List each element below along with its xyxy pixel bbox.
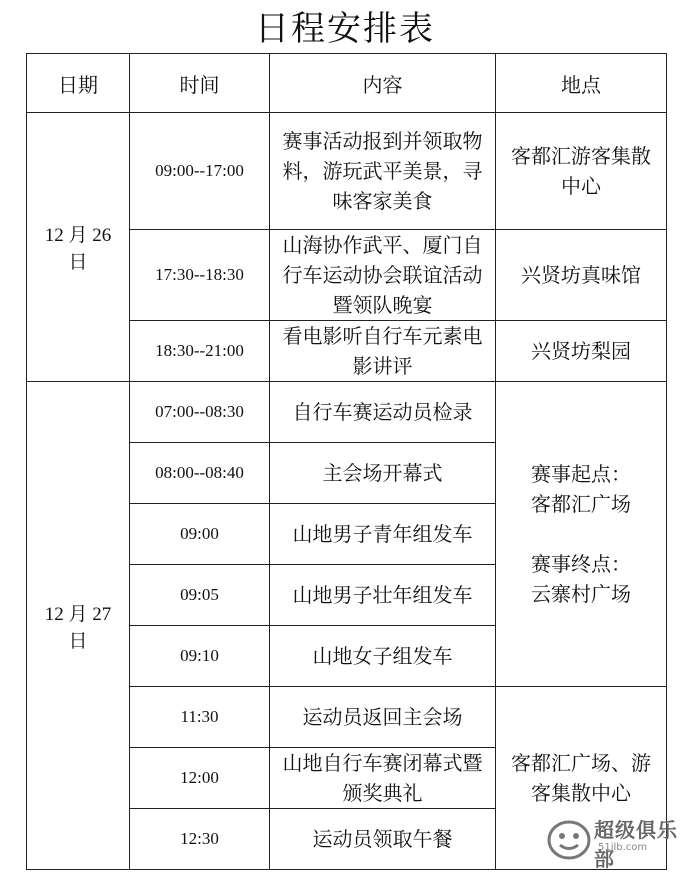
content-cell: 山海协作武平、厦门自行车运动协会联谊活动暨领队晚宴: [270, 230, 496, 321]
content-cell: 山地男子壮年组发车: [270, 565, 496, 626]
page-title: 日程安排表: [255, 9, 435, 49]
time-cell: 08:00--08:40: [130, 443, 270, 504]
place-cell: 兴贤坊真味馆: [496, 230, 667, 321]
content-cell: 运动员返回主会场: [270, 687, 496, 748]
time-cell: 09:10: [130, 626, 270, 687]
content-cell: 看电影听自行车元素电影讲评: [270, 321, 496, 382]
header-row: [27, 54, 667, 113]
place-cell: 兴贤坊梨园: [496, 321, 667, 382]
content-cell: 运动员领取午餐: [270, 809, 496, 870]
content-cell: 山地自行车赛闭幕式暨颁奖典礼: [270, 748, 496, 809]
spacer: [504, 519, 658, 549]
content-cell: 山地女子组发车: [270, 626, 496, 687]
place-cell: 客都汇广场、游客集散中心: [496, 687, 667, 870]
time-cell: 11:30: [130, 687, 270, 748]
content-cell: 赛事活动报到并领取物料，游玩武平美景，寻味客家美食: [270, 113, 496, 230]
table-row: [27, 113, 667, 230]
content-cell: 山地男子青年组发车: [270, 504, 496, 565]
watermark-text: 超级俱乐部: [594, 818, 678, 871]
time-cell: 07:00--08:30: [130, 382, 270, 443]
table-row: [27, 382, 667, 443]
place-cell: 客都汇游客集散中心: [496, 113, 667, 230]
content-cell: 主会场开幕式: [270, 443, 496, 504]
end-value: 云寨村广场: [531, 582, 631, 606]
header-time: 时间: [130, 54, 270, 113]
date-cell: 12 月 26 日: [27, 113, 130, 382]
watermark: [546, 806, 686, 876]
content-cell: 自行车赛运动员检录: [270, 382, 496, 443]
place-cell: [496, 382, 667, 687]
time-cell: 12:00: [130, 748, 270, 809]
header-content: 内容: [270, 54, 496, 113]
schedule-table: [26, 53, 667, 870]
start-value: 客都汇广场: [531, 492, 631, 516]
header-date: 日期: [27, 54, 130, 113]
time-cell: 09:00--17:00: [130, 113, 270, 230]
end-label: 赛事终点：: [531, 552, 631, 576]
smiley-logo-icon: [546, 816, 592, 862]
time-cell: 09:00: [130, 504, 270, 565]
header-place: 地点: [496, 54, 667, 113]
time-cell: 17:30--18:30: [130, 230, 270, 321]
watermark-subtext: 51jlb.com: [598, 842, 648, 853]
time-cell: 18:30--21:00: [130, 321, 270, 382]
start-label: 赛事起点：: [531, 462, 631, 486]
time-cell: 12:30: [130, 809, 270, 870]
time-cell: 09:05: [130, 565, 270, 626]
date-cell: 12 月 27 日: [27, 382, 130, 870]
